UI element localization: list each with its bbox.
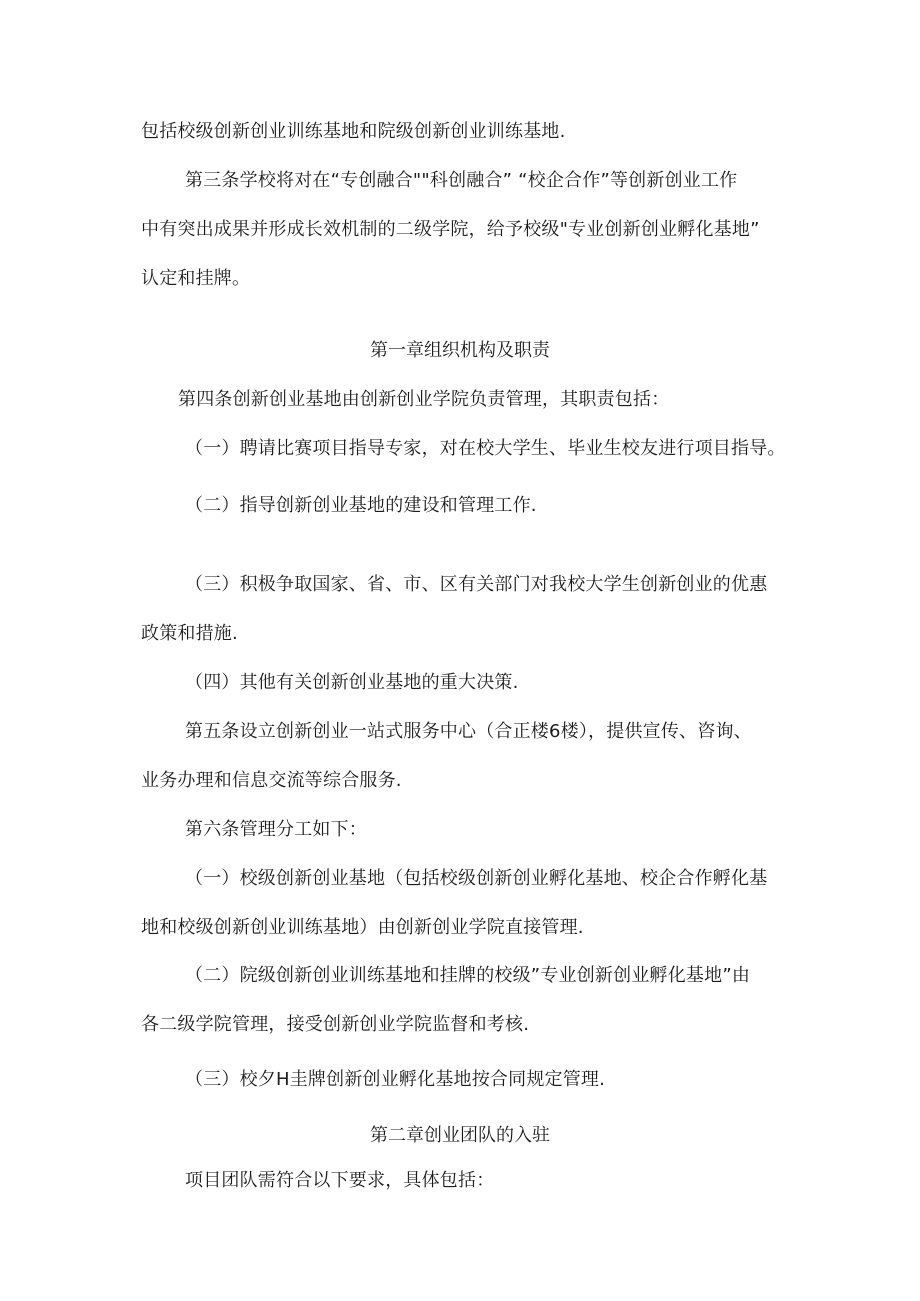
paragraph-line: 地和校级创新创业训练基地）由创新创业学院直接管理.: [141, 917, 584, 938]
list-item: （二）院级创新创业训练基地和挂牌的校级”专业创新创业孵化基地”由: [185, 965, 751, 986]
paragraph-line: 政策和措施.: [141, 623, 238, 644]
paragraph-line: 中有突出成果并形成长效机制的二级学院，给予校级"专业创新创业孵化基地”: [141, 219, 760, 240]
paragraph-line: 认定和挂牌。: [141, 268, 251, 289]
paragraph-line: 第四条创新创业基地由创新创业学院负责管理，其职责包括：: [178, 389, 670, 410]
list-item: （三）积极争取国家、省、市、区有关部门对我校大学生创新创业的优惠: [185, 574, 768, 595]
paragraph-line: 第六条管理分工如下：: [185, 819, 367, 840]
list-item: （一）聘请比赛项目指导专家，对在校大学生、毕业生校友进行项目指导。: [185, 438, 786, 459]
paragraph-line: 包括校级创新创业训练基地和院级创新创业训练基地.: [141, 121, 566, 142]
paragraph-line: 各二级学院管理，接受创新创业学院监督和考核.: [141, 1014, 530, 1035]
paragraph-line: 项目团队需符合以下要求，具体包括：: [185, 1170, 495, 1191]
chapter-heading: 第一章组织机构及职责: [370, 340, 550, 361]
list-item: （二）指导创新创业基地的建设和管理工作.: [185, 495, 537, 516]
paragraph-line: 第三条学校将对在“专创融合""科创融合” “校企合作”等创新创业工作: [185, 170, 738, 191]
list-item: （一）校级创新创业基地（包括校级创新创业孵化基地、校企合作孵化基: [185, 868, 768, 889]
paragraph-line: 第五条设立创新创业一站式服务中心（合正楼6楼），提供宣传、咨询、: [185, 721, 752, 742]
paragraph-line: 业务办理和信息交流等综合服务.: [141, 770, 402, 791]
list-item: （三）校夕H圭牌创新创业孵化基地按合同规定管理.: [185, 1069, 606, 1090]
chapter-heading: 第二章创业团队的入驻: [370, 1125, 550, 1146]
list-item: （四）其他有关创新创业基地的重大决策.: [185, 672, 519, 693]
